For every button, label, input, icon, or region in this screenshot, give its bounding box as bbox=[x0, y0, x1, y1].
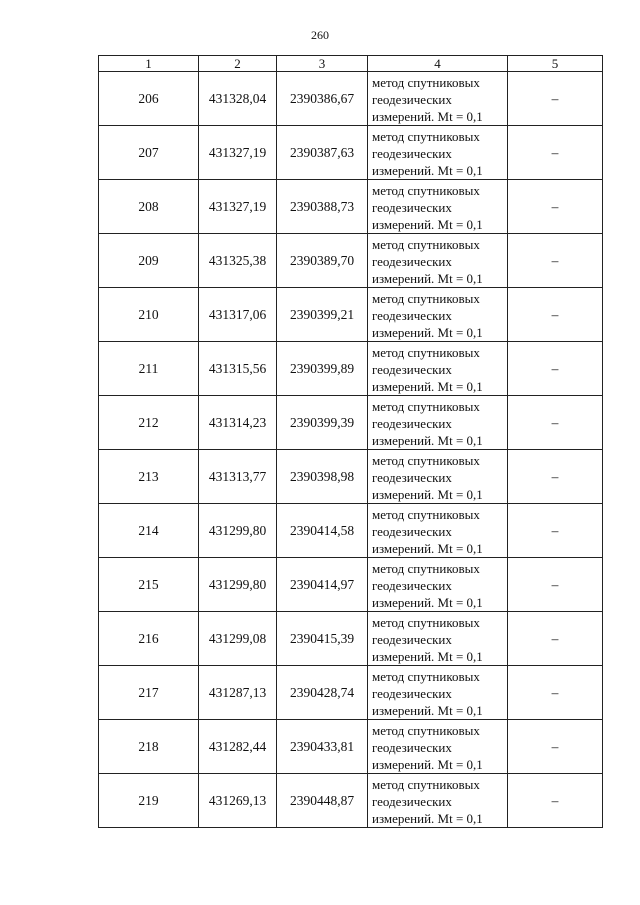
y-coordinate-cell: 2390448,87 bbox=[277, 774, 368, 828]
y-coordinate-cell: 2390415,39 bbox=[277, 612, 368, 666]
y-coordinate-cell: 2390386,67 bbox=[277, 72, 368, 126]
method-line: измерений. Mt = 0,1 bbox=[372, 595, 483, 610]
method-line: геодезических bbox=[372, 200, 452, 215]
table-row bbox=[99, 342, 603, 396]
method-line: измерений. Mt = 0,1 bbox=[372, 649, 483, 664]
method-line: метод спутниковых bbox=[372, 453, 480, 468]
point-number-cell: 211 bbox=[99, 342, 199, 396]
note-cell: – bbox=[508, 666, 603, 720]
x-coordinate-cell: 431313,77 bbox=[199, 450, 277, 504]
x-coordinate-cell: 431317,06 bbox=[199, 288, 277, 342]
method-line: измерений. Mt = 0,1 bbox=[372, 163, 483, 178]
method-line: геодезических bbox=[372, 92, 452, 107]
y-coordinate-cell: 2390398,98 bbox=[277, 450, 368, 504]
method-line: измерений. Mt = 0,1 bbox=[372, 757, 483, 772]
method-line: метод спутниковых bbox=[372, 129, 480, 144]
table-row bbox=[99, 126, 603, 180]
table-row bbox=[99, 504, 603, 558]
x-coordinate-cell: 431299,80 bbox=[199, 504, 277, 558]
table-row bbox=[99, 72, 603, 126]
method-line: геодезических bbox=[372, 308, 452, 323]
note-cell: – bbox=[508, 180, 603, 234]
method-line: метод спутниковых bbox=[372, 507, 480, 522]
point-number-cell: 213 bbox=[99, 450, 199, 504]
point-number-cell: 209 bbox=[99, 234, 199, 288]
table-row bbox=[99, 558, 603, 612]
note-cell: – bbox=[508, 288, 603, 342]
x-coordinate-cell: 431299,80 bbox=[199, 558, 277, 612]
y-coordinate-cell: 2390433,81 bbox=[277, 720, 368, 774]
x-coordinate-cell: 431327,19 bbox=[199, 180, 277, 234]
method-cell bbox=[368, 72, 508, 126]
point-number-cell: 218 bbox=[99, 720, 199, 774]
method-line: геодезических bbox=[372, 254, 452, 269]
coordinates-table bbox=[98, 55, 603, 828]
point-number-cell: 210 bbox=[99, 288, 199, 342]
method-line: геодезических bbox=[372, 578, 452, 593]
method-line: измерений. Mt = 0,1 bbox=[372, 487, 483, 502]
method-line: геодезических bbox=[372, 470, 452, 485]
column-header: 2 bbox=[199, 56, 277, 72]
column-header: 4 bbox=[368, 56, 508, 72]
method-line: метод спутниковых bbox=[372, 183, 480, 198]
method-line: измерений. Mt = 0,1 bbox=[372, 811, 483, 826]
method-line: измерений. Mt = 0,1 bbox=[372, 433, 483, 448]
y-coordinate-cell: 2390414,58 bbox=[277, 504, 368, 558]
x-coordinate-cell: 431315,56 bbox=[199, 342, 277, 396]
note-cell: – bbox=[508, 612, 603, 666]
point-number-cell: 212 bbox=[99, 396, 199, 450]
note-cell: – bbox=[508, 450, 603, 504]
method-cell bbox=[368, 180, 508, 234]
x-coordinate-cell: 431327,19 bbox=[199, 126, 277, 180]
note-cell: – bbox=[508, 396, 603, 450]
note-cell: – bbox=[508, 234, 603, 288]
table-row bbox=[99, 666, 603, 720]
y-coordinate-cell: 2390414,97 bbox=[277, 558, 368, 612]
method-line: метод спутниковых bbox=[372, 723, 480, 738]
x-coordinate-cell: 431299,08 bbox=[199, 612, 277, 666]
method-line: метод спутниковых bbox=[372, 615, 480, 630]
method-cell bbox=[368, 396, 508, 450]
method-cell bbox=[368, 342, 508, 396]
table-header-row bbox=[99, 56, 603, 72]
note-cell: – bbox=[508, 342, 603, 396]
method-line: геодезических bbox=[372, 362, 452, 377]
method-line: метод спутниковых bbox=[372, 669, 480, 684]
y-coordinate-cell: 2390399,89 bbox=[277, 342, 368, 396]
method-cell bbox=[368, 126, 508, 180]
x-coordinate-cell: 431269,13 bbox=[199, 774, 277, 828]
method-cell bbox=[368, 666, 508, 720]
note-cell: – bbox=[508, 720, 603, 774]
method-line: измерений. Mt = 0,1 bbox=[372, 271, 483, 286]
table-row bbox=[99, 288, 603, 342]
method-cell bbox=[368, 504, 508, 558]
method-cell bbox=[368, 450, 508, 504]
table-row bbox=[99, 612, 603, 666]
method-cell bbox=[368, 612, 508, 666]
method-cell bbox=[368, 234, 508, 288]
point-number-cell: 215 bbox=[99, 558, 199, 612]
method-line: измерений. Mt = 0,1 bbox=[372, 325, 483, 340]
method-line: метод спутниковых bbox=[372, 561, 480, 576]
point-number-cell: 219 bbox=[99, 774, 199, 828]
x-coordinate-cell: 431314,23 bbox=[199, 396, 277, 450]
table-row bbox=[99, 450, 603, 504]
note-cell: – bbox=[508, 504, 603, 558]
method-cell bbox=[368, 288, 508, 342]
method-line: измерений. Mt = 0,1 bbox=[372, 379, 483, 394]
x-coordinate-cell: 431328,04 bbox=[199, 72, 277, 126]
y-coordinate-cell: 2390389,70 bbox=[277, 234, 368, 288]
y-coordinate-cell: 2390387,63 bbox=[277, 126, 368, 180]
column-header: 3 bbox=[277, 56, 368, 72]
table-row bbox=[99, 720, 603, 774]
column-header: 1 bbox=[99, 56, 199, 72]
table-row bbox=[99, 396, 603, 450]
point-number-cell: 217 bbox=[99, 666, 199, 720]
point-number-cell: 214 bbox=[99, 504, 199, 558]
column-header: 5 bbox=[508, 56, 603, 72]
point-number-cell: 208 bbox=[99, 180, 199, 234]
method-line: измерений. Mt = 0,1 bbox=[372, 703, 483, 718]
point-number-cell: 207 bbox=[99, 126, 199, 180]
table-row bbox=[99, 234, 603, 288]
note-cell: – bbox=[508, 126, 603, 180]
method-line: геодезических bbox=[372, 146, 452, 161]
note-cell: – bbox=[508, 72, 603, 126]
x-coordinate-cell: 431282,44 bbox=[199, 720, 277, 774]
note-cell: – bbox=[508, 558, 603, 612]
method-line: измерений. Mt = 0,1 bbox=[372, 217, 483, 232]
method-line: геодезических bbox=[372, 632, 452, 647]
page-number: 260 bbox=[311, 28, 329, 42]
method-line: метод спутниковых bbox=[372, 345, 480, 360]
table-row bbox=[99, 774, 603, 828]
x-coordinate-cell: 431325,38 bbox=[199, 234, 277, 288]
y-coordinate-cell: 2390399,21 bbox=[277, 288, 368, 342]
method-cell bbox=[368, 558, 508, 612]
table-row bbox=[99, 180, 603, 234]
y-coordinate-cell: 2390388,73 bbox=[277, 180, 368, 234]
method-line: геодезических bbox=[372, 794, 452, 809]
x-coordinate-cell: 431287,13 bbox=[199, 666, 277, 720]
y-coordinate-cell: 2390399,39 bbox=[277, 396, 368, 450]
point-number-cell: 216 bbox=[99, 612, 199, 666]
method-cell bbox=[368, 720, 508, 774]
method-line: геодезических bbox=[372, 686, 452, 701]
note-cell: – bbox=[508, 774, 603, 828]
method-line: метод спутниковых bbox=[372, 75, 480, 90]
method-line: метод спутниковых bbox=[372, 399, 480, 414]
method-line: измерений. Mt = 0,1 bbox=[372, 541, 483, 556]
method-line: метод спутниковых bbox=[372, 237, 480, 252]
method-line: геодезических bbox=[372, 524, 452, 539]
point-number-cell: 206 bbox=[99, 72, 199, 126]
method-line: измерений. Mt = 0,1 bbox=[372, 109, 483, 124]
method-line: геодезических bbox=[372, 416, 452, 431]
method-line: геодезических bbox=[372, 740, 452, 755]
method-line: метод спутниковых bbox=[372, 291, 480, 306]
method-cell bbox=[368, 774, 508, 828]
y-coordinate-cell: 2390428,74 bbox=[277, 666, 368, 720]
method-line: метод спутниковых bbox=[372, 777, 480, 792]
